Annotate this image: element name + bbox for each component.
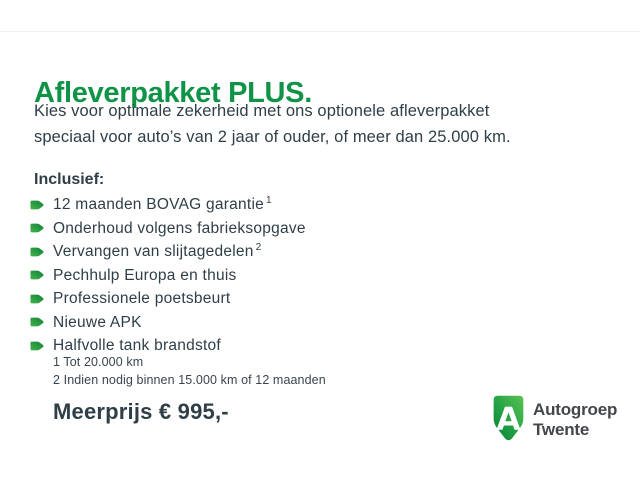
footnote-marker: 2 bbox=[255, 242, 262, 254]
footnote-marker: 1 bbox=[266, 195, 272, 207]
intro-line: Kies voor optimale zekerheid met ons optionele afleverpakket bbox=[34, 102, 490, 120]
logo-name-line: Autogroep bbox=[533, 400, 618, 419]
intro-paragraph bbox=[34, 99, 511, 150]
list-item bbox=[30, 240, 308, 264]
list-item-label: Halfvolle tank brandstof bbox=[53, 337, 221, 355]
list-item-label: Onderhoud volgens fabrieksopgave bbox=[53, 219, 306, 237]
page-title: Afleverpakket PLUS. bbox=[34, 77, 312, 110]
bullet-shield-icon bbox=[30, 317, 44, 327]
bullet-shield-icon bbox=[30, 247, 44, 257]
list-item-label: Nieuwe APK bbox=[53, 313, 142, 331]
bullet-shield-icon bbox=[30, 200, 44, 210]
list-item bbox=[30, 264, 308, 288]
list-item bbox=[30, 287, 308, 311]
logo-wordmark bbox=[533, 400, 617, 440]
footnote: 1 Tot 20.000 km bbox=[53, 355, 144, 369]
logo-letter: A bbox=[496, 401, 521, 438]
list-item-label: Vervangen van slijtagedelen $^2$ bbox=[53, 242, 262, 261]
bullet-shield-icon bbox=[30, 270, 44, 280]
bullet-shield-icon bbox=[30, 294, 44, 304]
includes-label: Inclusief: bbox=[34, 171, 105, 188]
bullet-shield-icon bbox=[30, 341, 44, 351]
list-item-label: Professionele poetsbeurt bbox=[53, 290, 231, 308]
list-item bbox=[30, 311, 308, 335]
intro-line: speciaal voor auto’s van 2 jaar of ouder, of meer dan 25.000 km. bbox=[34, 127, 511, 146]
footnotes bbox=[53, 354, 326, 389]
price-label: Meerprijs € 995,- bbox=[53, 399, 229, 424]
list-item bbox=[30, 217, 308, 241]
list-item-label: 12 maanden BOVAG garantie $^1$ bbox=[53, 195, 272, 214]
logo-name-line: Twente bbox=[533, 420, 590, 439]
includes-list bbox=[30, 193, 308, 358]
list-item bbox=[30, 193, 308, 217]
top-divider bbox=[0, 31, 640, 32]
autogroep-shield-logo-icon bbox=[492, 393, 525, 443]
autogroep-twente-logo bbox=[492, 393, 617, 443]
list-item-label: Pechhulp Europa en thuis bbox=[53, 266, 237, 284]
bullet-shield-icon bbox=[30, 223, 44, 233]
footnote: 2 Indien nodig binnen 15.000 km of 12 maanden bbox=[53, 372, 326, 387]
